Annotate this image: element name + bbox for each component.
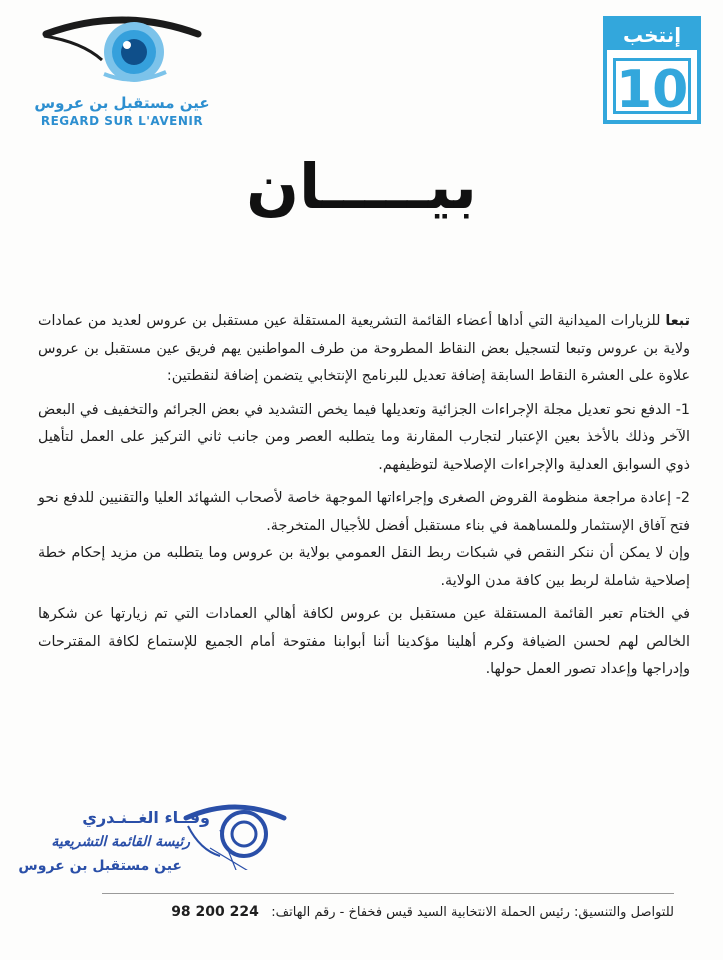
badge-number: 10 [613,58,691,114]
intro-text: للزيارات الميدانية التي أداها أعضاء القائمة التشريعية المستقلة عين مستقبل بن عروس لعديد من عمادات ولاية بن عروس وتبعا لتسجيل بعض النقاط المطروحة من طرف المواطنين يهم فريق عين مستقبل بن عروس علاوة على العشرة النقاط السابقة إضافة تعديل للبرنامج الإنتخابي يتضمن إضافة لنقطتين: [38,313,690,384]
signatory-organization: عين مستقبل بن عروس [18,858,182,874]
badge-label: إنتخب [607,20,697,50]
logo-arabic-text: عين مستقبل بن عروس [34,94,210,112]
logo [22,12,222,127]
phone-number: 98 200 224 [171,904,259,920]
intro-lead-word: تبعا [665,313,690,329]
intro-paragraph [38,308,690,391]
statement-body [38,308,690,690]
document-title: بيـــــان [246,150,477,223]
point-two: 2- إعادة مراجعة منظومة القروض الصغرى وإجراءاتها الموجهة خاصة لأصحاب الشهائد العليا والتقنيين للدفع نحو فتح آفاق الإستثمار وللمساهمة في بناء مستقبل أفضل للأجيال المتخرجة. [38,490,690,534]
footer-contact-text: للتواصل والتنسيق: رئيس الحملة الانتخابية السيد قيس فخفاخ - رقم الهاتف: [271,905,674,920]
logo-french-text: REGARD SUR L'AVENIR [40,114,204,128]
signature-block [10,800,290,895]
signatory-name: وفــاء الغــنـدري [82,808,210,827]
eye-logo-icon [42,12,202,92]
signatory-title: رئيسة القائمة التشريعية [51,834,190,850]
contact-footer [100,904,674,920]
vote-badge [603,16,701,124]
closing-paragraph: في الختام تعبر القائمة المستقلة عين مستقبل بن عروس لكافة أهالي العمادات التي تم زيارتها عن شكرها الخالص لهم لحسن الضيافة وكرم أهلينا مؤكدينا أننا أبوابنا مفتوحة أمام الجميع للإستماع لكافة المقترحات وإدراجها وإعداد تصور العمل حولها. [38,606,690,677]
point-one: 1- الدفع نحو تعديل مجلة الإجراءات الجزائية وتعديلها فيما يخص التشديد في بعض الجرائم والتخفيف في البعض الآخر وذلك بالأخذ بعين الإعتبار لتجارب المقارنة وما يتطلبه العصر ومن جانب ثاني التركيز على العمل لتأهيل ذوي السوابق العدلية والإجراءات الإصلاحية لتوظيفهم. [38,401,690,473]
transport-paragraph: وإن لا يمكن أن ننكر النقص في شبكات ربط النقل العمومي بولاية بن عروس وما يتطلبه من مزيد إحكام خطة إصلاحية شاملة لربط بين كافة مدن الولاية. [38,545,690,589]
footer-divider [102,893,674,894]
